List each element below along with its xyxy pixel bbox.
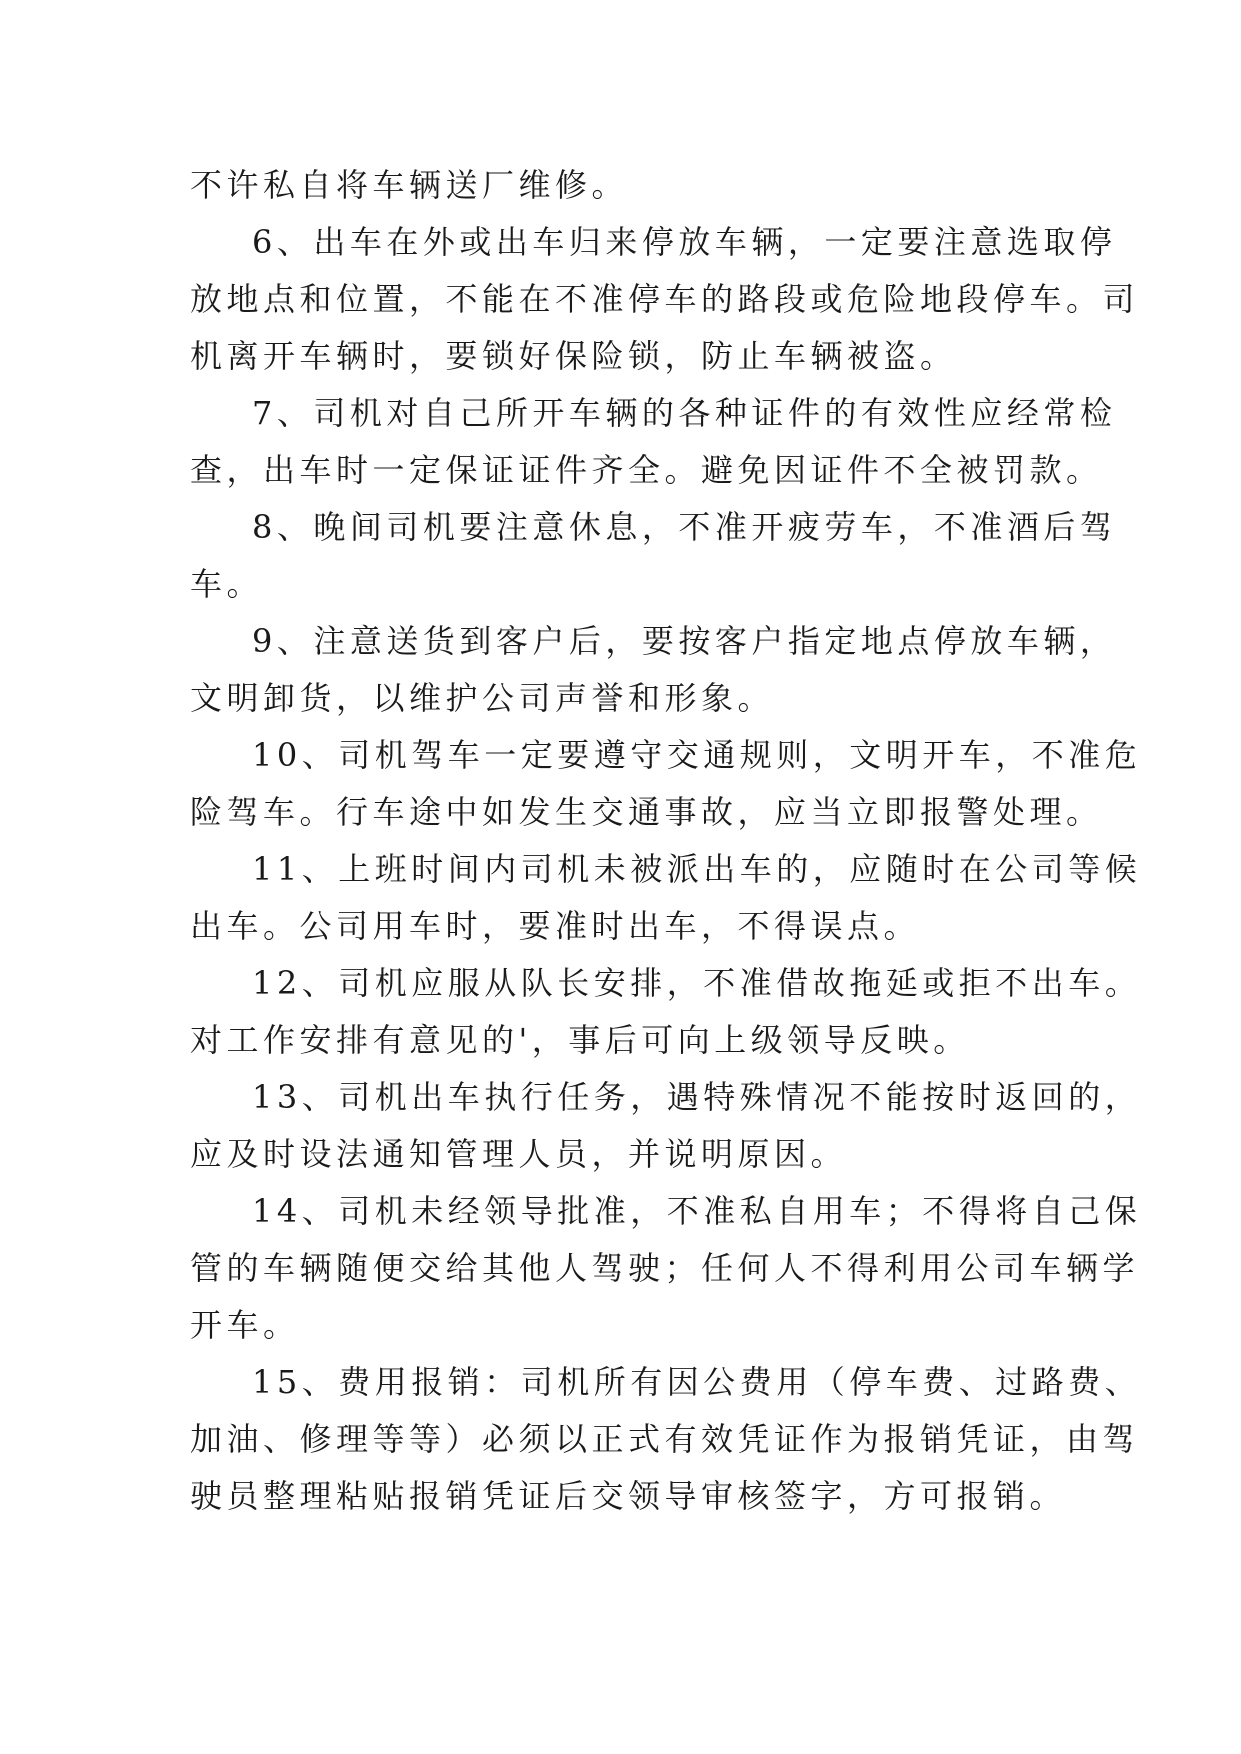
text-line: 12、司机应服从队长安排，不准借故拖延或拒不出车。 (252, 964, 1142, 1002)
text-line: 文明卸货，以维护公司声誉和形象。 (190, 679, 775, 717)
text-line: 8、晚间司机要注意休息，不准开疲劳车，不准酒后驾 (252, 508, 1117, 546)
text-line: 15、费用报销：司机所有因公费用（停车费、过路费、 (252, 1363, 1142, 1401)
text-line: 查，出车时一定保证证件齐全。避免因证件不全被罚款。 (190, 451, 1103, 489)
text-line: 对工作安排有意见的'，事后可向上级领导反映。 (190, 1021, 970, 1059)
text-line: 13、司机出车执行任务，遇特殊情况不能按时返回的， (252, 1078, 1142, 1116)
text-line: 不许私自将车辆送厂维修。 (190, 166, 629, 204)
document-body (190, 157, 1142, 1525)
text-line: 管的车辆随便交给其他人驾驶；任何人不得利用公司车辆学 (190, 1249, 1140, 1287)
text-line: 放地点和位置，不能在不准停车的路段或危险地段停车。司 (190, 280, 1140, 318)
text-line: 机离开车辆时，要锁好保险锁，防止车辆被盗。 (190, 337, 957, 375)
text-line: 10、司机驾车一定要遵守交通规则，文明开车，不准危 (252, 736, 1142, 774)
text-line: 加油、修理等等）必须以正式有效凭证作为报销凭证，由驾 (190, 1420, 1140, 1458)
text-line: 应及时设法通知管理人员，并说明原因。 (190, 1135, 848, 1173)
text-line: 6、出车在外或出车归来停放车辆，一定要注意选取停 (252, 223, 1117, 261)
text-line: 14、司机未经领导批准，不准私自用车；不得将自己保 (252, 1192, 1142, 1230)
text-line: 险驾车。行车途中如发生交通事故，应当立即报警处理。 (190, 793, 1103, 831)
text-line: 驶员整理粘贴报销凭证后交领导审核签字，方可报销。 (190, 1477, 1067, 1515)
text-line: 开车。 (190, 1306, 300, 1344)
text-line: 出车。公司用车时，要准时出车，不得误点。 (190, 907, 921, 945)
text-line: 11、上班时间内司机未被派出车的，应随时在公司等候 (252, 850, 1142, 888)
text-line: 9、注意送货到客户后，要按客户指定地点停放车辆， (252, 622, 1117, 660)
text-line: 车。 (190, 565, 264, 603)
text-line: 7、司机对自己所开车辆的各种证件的有效性应经常检 (252, 394, 1117, 432)
